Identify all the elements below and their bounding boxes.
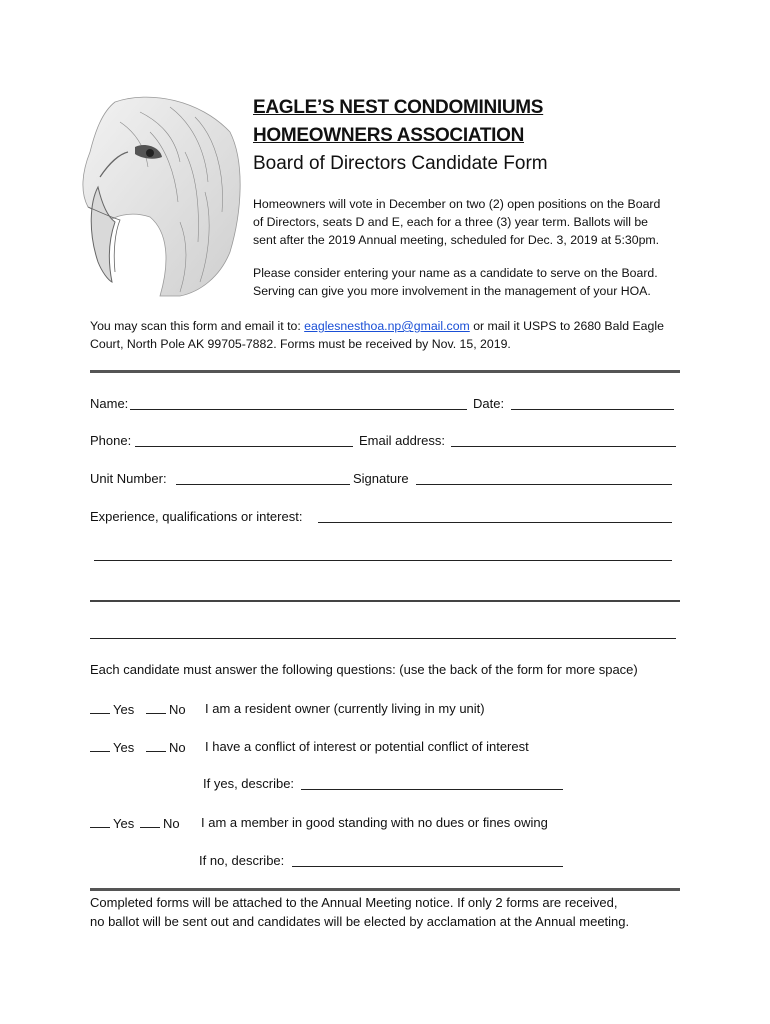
intro-line: sent after the 2019 Annual meeting, scheduled for Dec. 3, 2019 at 5:30pm. [253,233,660,247]
submit-suffix: or mail it USPS to 2680 Bald Eagle [469,319,664,333]
form-title: Board of Directors Candidate Form [253,153,548,174]
date-label: Date: [473,396,505,411]
org-subname: HOMEOWNERS ASSOCIATION [253,125,525,146]
footer-note: no ballot will be sent out and candidates will be elected by acclamation at the Annual meeting. [90,914,630,929]
unit-field[interactable] [176,484,350,485]
experience-field-line[interactable] [90,638,676,639]
section-divider [90,370,680,373]
email-link[interactable]: eaglesnesthoa.np@gmail.com [304,319,470,333]
experience-field-line[interactable] [94,560,672,561]
submit-instructions-line2: Court, North Pole AK 99705-7882. Forms must be received by Nov. 15, 2019. [90,337,511,351]
question-row [90,701,134,717]
describe-field[interactable] [301,789,563,790]
signature-label: Signature [353,471,409,486]
intro-line: Please consider entering your name as a candidate to serve on the Board. [253,266,658,280]
describe-label: If yes, describe: [203,776,295,791]
email-field[interactable] [451,446,676,447]
questions-intro: Each candidate must answer the following questions: (use the back of the form for more space) [90,662,638,677]
no-label: No [163,816,180,831]
footer-note: Completed forms will be attached to the Annual Meeting notice. If only 2 forms are received, [90,895,618,910]
yes-label: Yes [113,702,135,717]
section-divider [90,888,680,891]
yes-label: Yes [113,816,135,831]
signature-field[interactable] [416,484,672,485]
no-blank[interactable] [146,739,166,752]
describe-label: If no, describe: [199,853,285,868]
email-label: Email address: [359,433,445,448]
experience-field-line[interactable] [90,600,680,602]
phone-label: Phone: [90,433,132,448]
no-blank[interactable] [146,701,166,714]
name-field[interactable] [130,409,467,410]
question-row [146,701,186,717]
name-label: Name: [90,396,129,411]
submit-instructions [90,318,664,335]
yes-blank[interactable] [90,739,110,752]
unit-label: Unit Number: [90,471,167,486]
no-label: No [169,740,186,755]
experience-label: Experience, qualifications or interest: [90,509,303,524]
question-row [140,815,180,831]
question-row [90,815,134,831]
phone-field[interactable] [135,446,353,447]
no-blank[interactable] [140,815,160,828]
question-row [90,739,134,755]
question-row [146,739,186,755]
intro-line: of Directors, seats D and E, each for a three (3) year term. Ballots will be [253,215,649,229]
yes-blank[interactable] [90,701,110,714]
no-label: No [169,702,186,717]
eagle-illustration [80,92,245,297]
yes-blank[interactable] [90,815,110,828]
intro-line: Homeowners will vote in December on two (2) open positions on the Board [253,197,661,211]
question-text: I am a resident owner (currently living in my unit) [205,701,485,716]
date-field[interactable] [511,409,674,410]
intro-line: Serving can give you more involvement in the management of your HOA. [253,284,651,298]
describe-field[interactable] [292,866,563,867]
submit-prefix: You may scan this form and email it to: [90,319,305,333]
org-name: EAGLE’S NEST CONDOMINIUMS [253,97,544,118]
question-text: I am a member in good standing with no dues or fines owing [201,815,548,830]
question-text: I have a conflict of interest or potential conflict of interest [205,739,529,754]
yes-label: Yes [113,740,135,755]
experience-field[interactable] [318,522,672,523]
